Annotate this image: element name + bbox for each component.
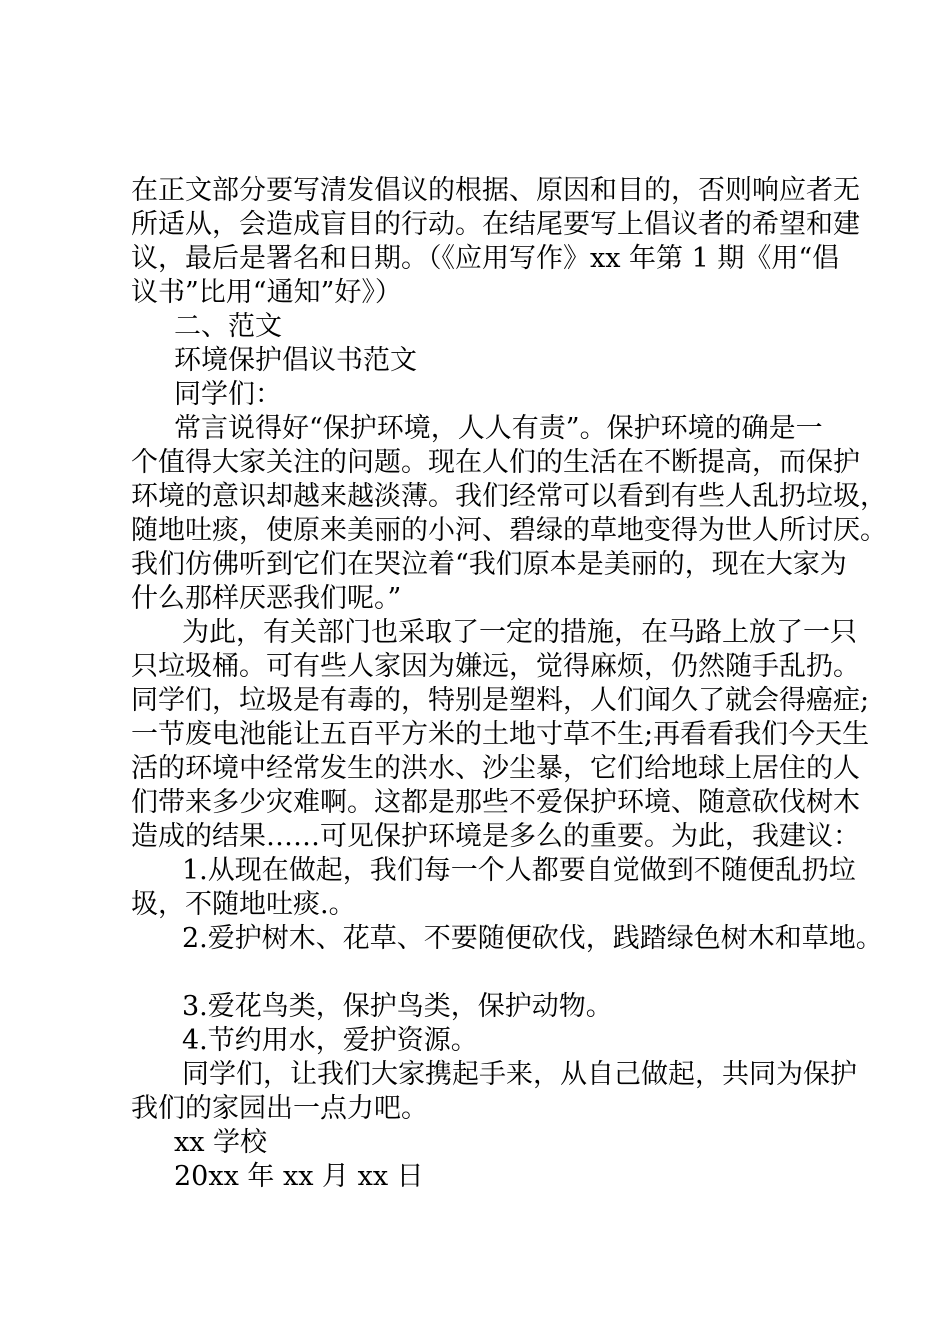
closing-line: 同学们，让我们大家携起手来，从自己做起，共同为保护 <box>182 1059 857 1090</box>
document-body <box>131 174 887 1194</box>
signature: xx 学校 <box>174 1127 268 1158</box>
section-heading: 二、范文 <box>174 311 282 342</box>
paragraph-line: 一节废电池能让五百平方米的土地寸草不生;再看看我们今天生 <box>131 719 870 750</box>
suggestion-item: 4.节约用水，爱护资源。 <box>182 1025 478 1056</box>
suggestion-item: 2.爱护树木、花草、不要随便砍伐，践踏绿色树木和草地。 <box>182 923 883 954</box>
date: 20xx 年 xx 月 xx 日 <box>174 1161 424 1192</box>
paragraph-line: 们带来多少灾难啊。这都是那些不爱保护环境、随意砍伐树木 <box>131 787 860 818</box>
suggestion-item: 圾，不随地吐痰.。 <box>131 889 356 920</box>
paragraph-line: 个值得大家关注的问题。现在人们的生活在不断提高，而保护 <box>131 447 860 478</box>
blank-line <box>131 956 851 990</box>
paragraph-line: 随地吐痰，使原来美丽的小河、碧绿的草地变得为世人所讨厌。 <box>131 515 887 546</box>
paragraph-line: 同学们，垃圾是有毒的，特别是塑料，人们闻久了就会得癌症; <box>131 685 870 716</box>
paragraph-line: 环境的意识却越来越淡薄。我们经常可以看到有些人乱扔垃圾， <box>131 481 887 512</box>
intro-line: 在正文部分要写清发倡议的根据、原因和目的，否则响应者无 <box>131 175 860 206</box>
intro-line: 议，最后是署名和日期。（《应用写作》xx 年第 1 期《用“倡 <box>131 243 840 274</box>
paragraph-line: 只垃圾桶。可有些人家因为嫌远，觉得麻烦，仍然随手乱扔。 <box>131 651 860 682</box>
intro-line: 议书”比用“通知”好》） <box>131 277 402 308</box>
sample-title: 环境保护倡议书范文 <box>174 345 417 376</box>
paragraph-line: 为此，有关部门也采取了一定的措施，在马路上放了一只 <box>182 617 857 648</box>
paragraph-line: 我们仿佛听到它们在哭泣着“我们原本是美丽的，现在大家为 <box>131 549 847 580</box>
intro-line: 所适从，会造成盲目的行动。在结尾要写上倡议者的希望和建 <box>131 209 860 240</box>
paragraph-line: 什么那样厌恶我们呢。” <box>131 583 402 614</box>
paragraph-line: 活的环境中经常发生的洪水、沙尘暴，它们给地球上居住的人 <box>131 753 860 784</box>
closing-line: 我们的家园出一点力吧。 <box>131 1093 428 1124</box>
paragraph-line: 常言说得好“保护环境，人人有责”。保护环境的确是一 <box>174 413 823 444</box>
paragraph-line: 造成的结果……可见保护环境是多么的重要。为此，我建议： <box>131 821 860 852</box>
suggestion-item: 3.爱花鸟类，保护鸟类，保护动物。 <box>182 991 613 1022</box>
suggestion-item: 1.从现在做起，我们每一个人都要自觉做到不随便乱扔垃 <box>182 855 856 886</box>
salutation: 同学们： <box>174 379 282 410</box>
